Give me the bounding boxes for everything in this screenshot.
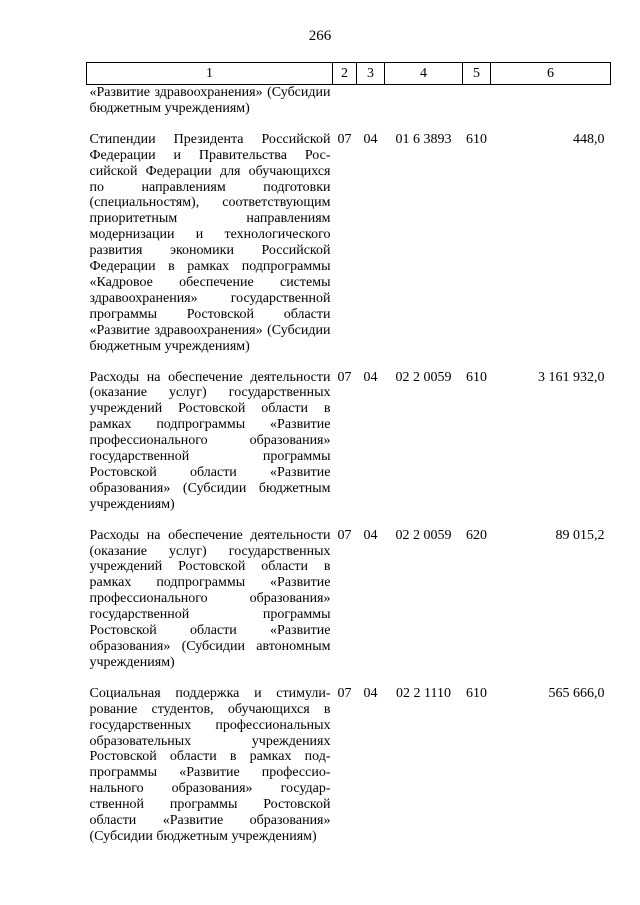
row-section: 07 (337, 685, 352, 701)
row-amount: 3 161 932,0 (538, 369, 605, 385)
row-section (333, 85, 357, 132)
row-subsection: 04 (363, 685, 378, 701)
header-row (87, 63, 611, 85)
row-subsection: 04 (363, 131, 378, 147)
row-subsection (357, 85, 385, 132)
table-row (87, 528, 611, 686)
column-header-4: 4 (385, 63, 463, 85)
row-expense-type: 610 (466, 131, 487, 147)
table-row (87, 85, 611, 132)
row-amount (491, 85, 611, 132)
row-description: Социальная поддержка и стимулирование студентов, обучающихся в государственных профессиональных образовательных учреждениях Ростовской области в рамках подпрограммы «Развитие профессионального образования» государственной программы Ростовской области «Развитие образования» (Субсидии бюджетным учреждениям) (89, 685, 331, 844)
column-header-1: 1 (87, 63, 333, 85)
row-description: Расходы на обеспечение деятельности (оказание услуг) государственных учреждений Ростовской области в рамках подпрограммы «Развитие профессионального образования» государственной программы Ростовской области «Развитие образования» (Субсидии автономным учреждениям) (89, 527, 331, 670)
row-target-article: 02 2 0059 (395, 369, 452, 385)
row-section: 07 (337, 369, 352, 385)
budget-table (86, 62, 611, 845)
row-amount: 89 015,2 (555, 527, 605, 543)
row-target-article: 02 2 0059 (395, 527, 452, 543)
row-description: Стипендии Президента Российской Федерации и Правительства Российской Федерации для обучающихся по направлениям подготовки (специальностям), соответствующим приоритетным направлениям модернизации и технологического развития экономики Российской Федерации в рамках подпрограммы «Кадровое обеспечение системы здравоохранения» государственной программы Ростовской области «Развитие здравоохранения» (Субсидии бюджетным учреждениям) (89, 131, 331, 354)
row-amount: 565 666,0 (548, 685, 605, 701)
row-expense-type (463, 85, 491, 132)
row-amount: 448,0 (573, 131, 605, 147)
column-header-5: 5 (463, 63, 491, 85)
page-number: 266 (308, 28, 332, 44)
column-header-2: 2 (333, 63, 357, 85)
column-header-6: 6 (491, 63, 611, 85)
row-target-article: 02 2 1110 (396, 685, 451, 701)
row-target-article (385, 85, 463, 132)
table-body (87, 85, 611, 845)
table-header (87, 63, 611, 85)
row-subsection: 04 (363, 369, 378, 385)
row-description: «Развитие здравоохранения» (Субсидии бюджетным учреждениям) (89, 85, 331, 116)
row-section: 07 (337, 131, 352, 147)
column-header-3: 3 (357, 63, 385, 85)
row-expense-type: 610 (466, 685, 487, 701)
table-row (87, 686, 611, 845)
row-expense-type: 610 (466, 369, 487, 385)
row-target-article: 01 6 3893 (395, 131, 452, 147)
row-expense-type: 620 (466, 527, 487, 543)
row-subsection: 04 (363, 527, 378, 543)
row-description: Расходы на обеспечение деятельности (оказание услуг) государственных учреждений Ростовской области в рамках подпрограммы «Развитие профессионального образования» государственной программы Ростовской области «Развитие образования» (Субсидии бюджетным учреждениям) (89, 369, 331, 512)
table-row (87, 132, 611, 370)
table-row (87, 370, 611, 528)
row-section: 07 (337, 527, 352, 543)
